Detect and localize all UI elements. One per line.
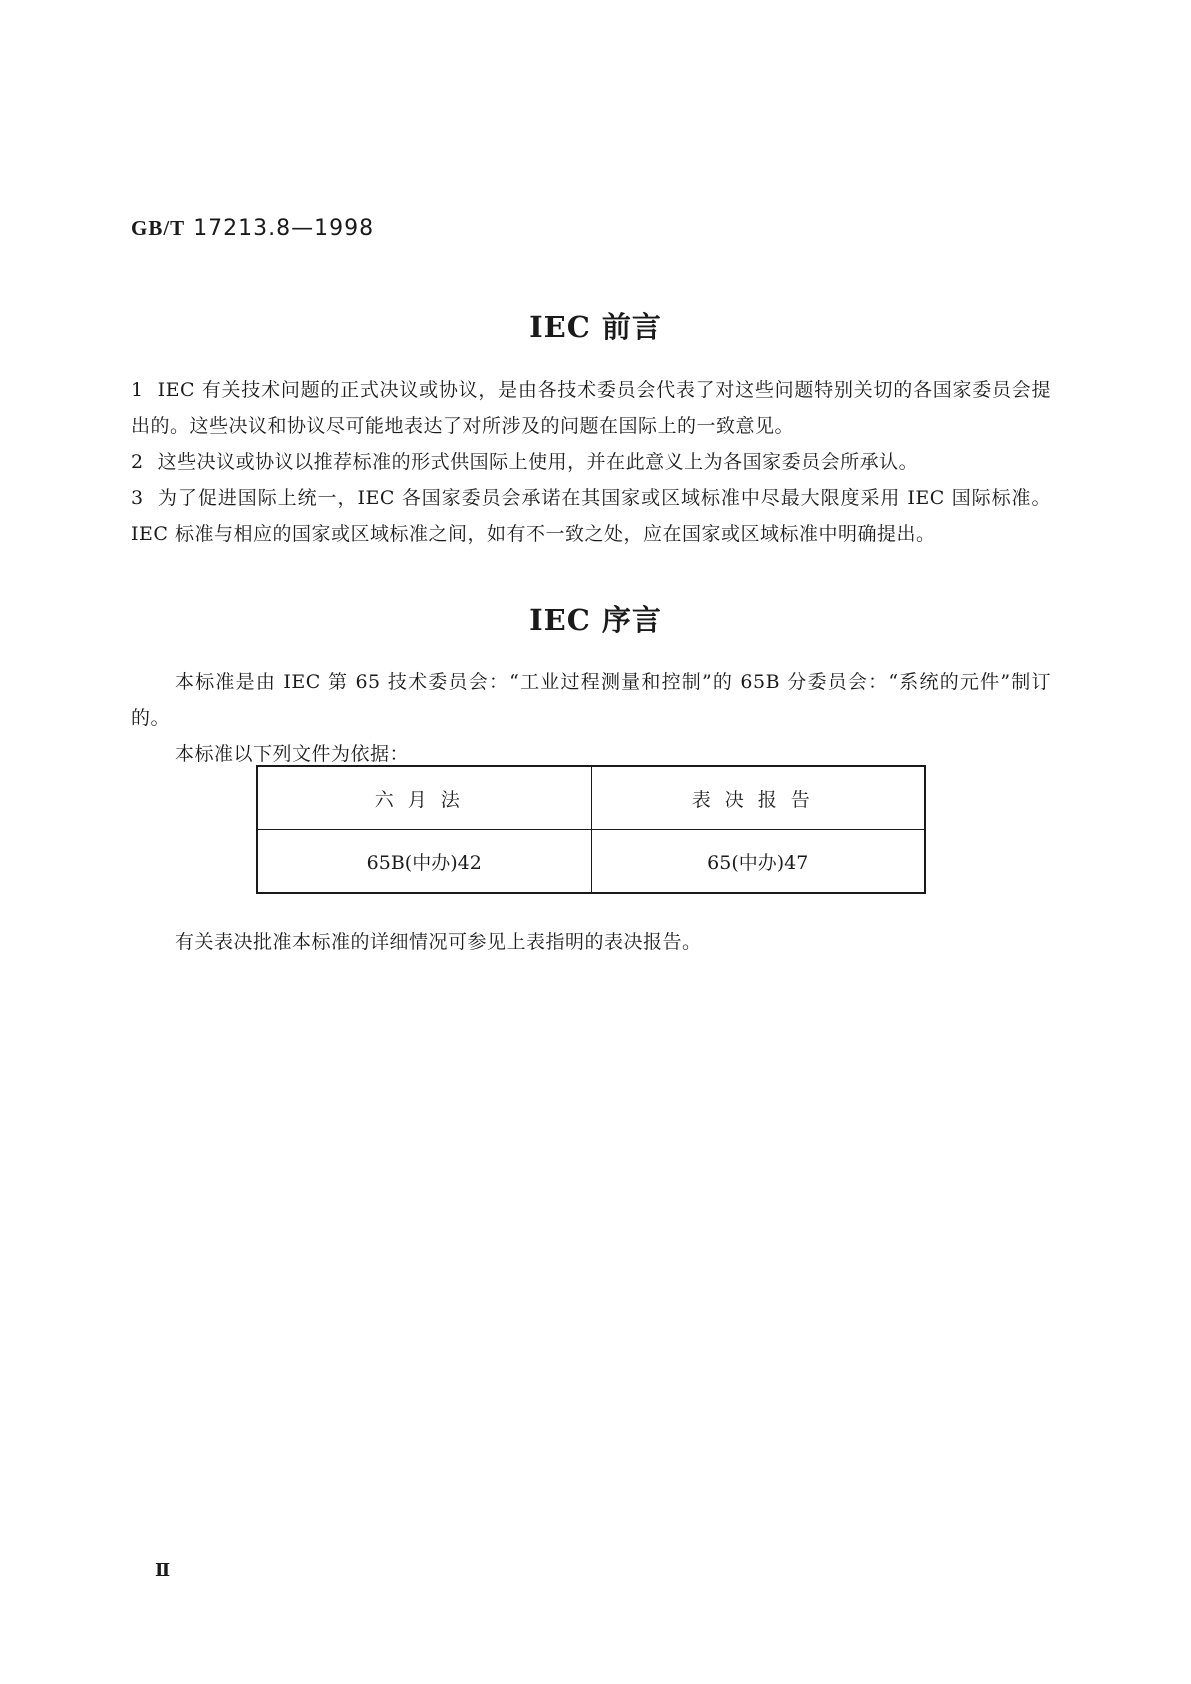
table-row [257, 830, 925, 894]
foreword-item-text: IEC 有关技术问题的正式决议或协议，是由各技术委员会代表了对这些问题特别关切的各国家委员会提出的。这些决议和协议尽可能地表达了对所涉及的问题在国际上的一致意见。 [131, 379, 1051, 437]
preface-basis-line: 本标准以下列文件为依据： [175, 743, 410, 765]
foreword-item-3 [131, 480, 1051, 552]
basis-documents-table [256, 765, 926, 894]
standard-prefix: GB/T [131, 216, 186, 240]
foreword-item-number: 2 [131, 451, 144, 473]
foreword-item-number: 3 [131, 487, 144, 509]
table-header-voting-report: 表决报告 [591, 766, 925, 830]
table-cell: 65(中办)47 [591, 830, 925, 894]
standard-number [131, 216, 374, 241]
preface-intro: 本标准是由 IEC 第 65 技术委员会：“工业过程测量和控制”的 65B 分委员会：“系统的元件”制订的。 [131, 671, 1051, 729]
foreword-item-text: 这些决议或协议以推荐标准的形式供国际上使用，并在此意义上为各国家委员会所承认。 [157, 451, 919, 473]
standard-code: 17213.8—1998 [193, 216, 375, 241]
foreword-title: IEC 前言 [529, 310, 662, 344]
table-header-row [257, 766, 925, 830]
page-number: Ⅱ [155, 1560, 171, 1580]
table-cell: 65B(中办)42 [257, 830, 591, 894]
foreword-item-number: 1 [131, 379, 144, 401]
table-header-six-month-rule: 六月法 [257, 766, 591, 830]
foreword-item-text: 为了促进国际上统一，IEC 各国家委员会承诺在其国家或区域标准中尽最大限度采用 IEC 国际标准。IEC 标准与相应的国家或区域标准之间，如有不一致之处，应在国家或区域标准中明确提出。 [131, 487, 1051, 545]
foreword-item-2 [131, 444, 1051, 480]
preface-closing: 有关表决批准本标准的详细情况可参见上表指明的表决报告。 [175, 931, 702, 953]
foreword-item-1 [131, 372, 1051, 444]
preface-title: IEC 序言 [529, 603, 662, 637]
